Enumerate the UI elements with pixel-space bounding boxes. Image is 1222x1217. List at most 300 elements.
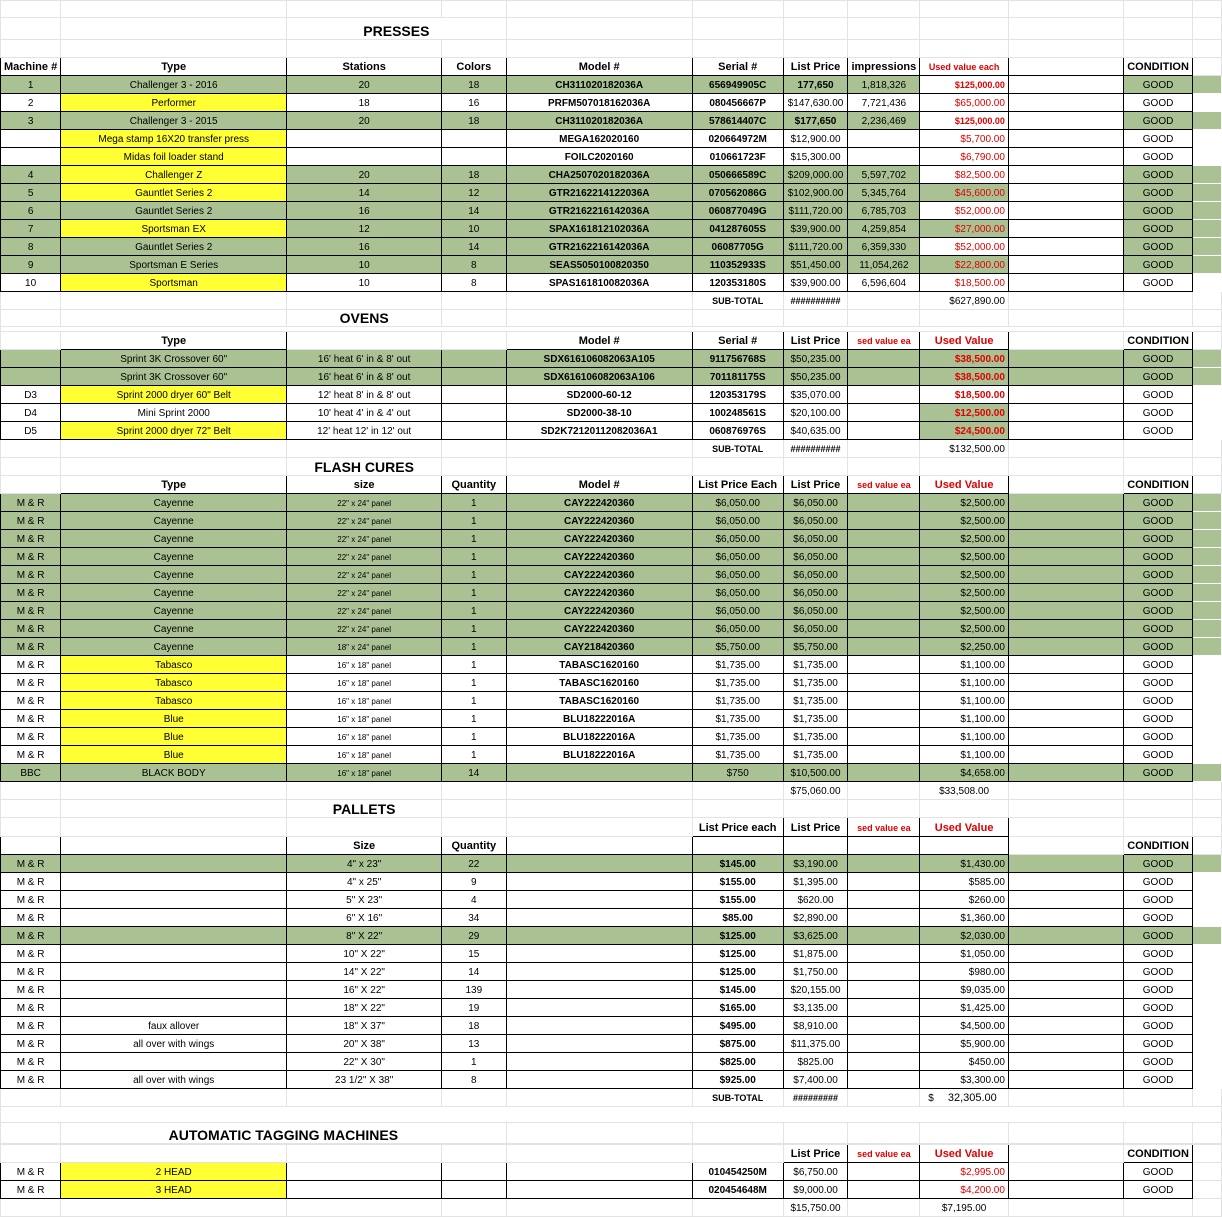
- used-value-cell[interactable]: $4,658.00: [920, 764, 1009, 782]
- quantity-cell[interactable]: 34: [442, 909, 506, 927]
- type-cell[interactable]: [61, 855, 287, 873]
- condition-cell[interactable]: GOOD: [1124, 584, 1193, 602]
- cell[interactable]: [442, 1, 506, 18]
- column-header-impressions[interactable]: impressions: [848, 58, 920, 76]
- section-title-ovens[interactable]: OVENS: [287, 310, 442, 327]
- used-value-cell[interactable]: $2,500.00: [920, 566, 1009, 584]
- used-value-cell[interactable]: $38,500.00: [920, 368, 1009, 386]
- blank-cell[interactable]: [506, 927, 692, 945]
- serial-cell[interactable]: 060877049G: [692, 202, 783, 220]
- section-title-presses[interactable]: PRESSES: [287, 18, 506, 40]
- cell[interactable]: [920, 18, 1009, 40]
- blank-cell[interactable]: [506, 1017, 692, 1035]
- blank-cell[interactable]: [1008, 710, 1123, 728]
- colors-cell[interactable]: 18: [442, 166, 506, 184]
- used-value-cell[interactable]: $1,100.00: [920, 746, 1009, 764]
- used-value-cell[interactable]: $2,500.00: [920, 512, 1009, 530]
- list-price-cell[interactable]: $5,750.00: [783, 638, 848, 656]
- cell[interactable]: [783, 18, 848, 40]
- list-price-cell[interactable]: $3,190.00: [783, 855, 848, 873]
- machine-number[interactable]: M & R: [1, 566, 61, 584]
- blank-cell[interactable]: [848, 386, 920, 404]
- list-price-cell[interactable]: $1,735.00: [783, 746, 848, 764]
- quantity-cell[interactable]: 19: [442, 999, 506, 1017]
- cell[interactable]: [783, 837, 848, 855]
- column-header-list-price[interactable]: List Price: [783, 476, 848, 494]
- serial-cell[interactable]: 050666589C: [692, 166, 783, 184]
- quantity-cell[interactable]: 1: [442, 638, 506, 656]
- blank-cell[interactable]: [1008, 422, 1123, 440]
- quantity-cell[interactable]: 9: [442, 873, 506, 891]
- column-header-used-value[interactable]: Used value each: [920, 58, 1009, 76]
- list-price-each-cell[interactable]: $1,735.00: [692, 710, 783, 728]
- list-price-cell[interactable]: $111,720.00: [783, 238, 848, 256]
- condition-cell[interactable]: GOOD: [1124, 728, 1193, 746]
- blank-cell[interactable]: [848, 999, 920, 1017]
- list-price-cell[interactable]: $3,625.00: [783, 927, 848, 945]
- list-price-each-cell[interactable]: $85.00: [692, 909, 783, 927]
- blank-cell[interactable]: [1008, 1017, 1123, 1035]
- condition-cell[interactable]: GOOD: [1124, 1071, 1193, 1089]
- model-cell[interactable]: BLU18222016A: [506, 710, 692, 728]
- serial-cell[interactable]: 911756768S: [692, 350, 783, 368]
- column-header-size[interactable]: Size: [287, 837, 442, 855]
- column-header-type[interactable]: Type: [61, 476, 287, 494]
- list-price-cell[interactable]: $620.00: [783, 891, 848, 909]
- serial-cell[interactable]: 020664972M: [692, 130, 783, 148]
- size-cell[interactable]: 4" x 25": [287, 873, 442, 891]
- cell[interactable]: [287, 1199, 442, 1217]
- cell[interactable]: [506, 1089, 692, 1107]
- cell[interactable]: [1008, 40, 1123, 58]
- cell[interactable]: [692, 458, 783, 476]
- type-cell[interactable]: Blue: [61, 710, 287, 728]
- machine-number[interactable]: M & R: [1, 1163, 61, 1181]
- model-cell[interactable]: SDX616106082063A106: [506, 368, 692, 386]
- type-cell[interactable]: [61, 909, 287, 927]
- cell[interactable]: [1, 440, 61, 458]
- list-price-cell[interactable]: $35,070.00: [783, 386, 848, 404]
- blank-cell[interactable]: [848, 1053, 920, 1071]
- cell[interactable]: [442, 1163, 506, 1181]
- column-header-used-value[interactable]: Used Value: [920, 818, 1009, 837]
- colors-cell[interactable]: 18: [442, 112, 506, 130]
- used-value-cell[interactable]: $24,500.00: [920, 422, 1009, 440]
- condition-cell[interactable]: GOOD: [1124, 422, 1193, 440]
- column-header-list-price-each[interactable]: List Price Each: [692, 476, 783, 494]
- machine-number[interactable]: M & R: [1, 638, 61, 656]
- used-value-cell[interactable]: $1,430.00: [920, 855, 1009, 873]
- cell[interactable]: [442, 440, 506, 458]
- column-header-condition[interactable]: CONDITION: [1124, 837, 1193, 855]
- list-price-each-cell[interactable]: $825.00: [692, 1053, 783, 1071]
- type-cell[interactable]: Mega stamp 16X20 transfer press: [61, 130, 287, 148]
- stations-cell[interactable]: 18: [287, 94, 442, 112]
- model-cell[interactable]: TABASC1620160: [506, 674, 692, 692]
- cell[interactable]: [1124, 440, 1193, 458]
- model-cell[interactable]: SPAS161810082036A: [506, 274, 692, 292]
- cell[interactable]: [848, 1181, 920, 1199]
- type-cell[interactable]: Performer: [61, 94, 287, 112]
- used-value-cell[interactable]: $4,500.00: [920, 1017, 1009, 1035]
- blank-cell[interactable]: [1008, 728, 1123, 746]
- cell[interactable]: [783, 1, 848, 18]
- list-price-each-cell[interactable]: $6,050.00: [692, 530, 783, 548]
- used-value-cell[interactable]: $5,900.00: [920, 1035, 1009, 1053]
- blank-cell[interactable]: [1008, 764, 1123, 782]
- blank-cell[interactable]: [848, 692, 920, 710]
- blank-cell[interactable]: [442, 386, 506, 404]
- blank-cell[interactable]: [848, 548, 920, 566]
- cell[interactable]: [287, 40, 442, 58]
- quantity-cell[interactable]: 13: [442, 1035, 506, 1053]
- column-header-model[interactable]: Model #: [506, 476, 692, 494]
- cell[interactable]: [1, 837, 61, 855]
- size-cell[interactable]: 23 1/2" X 38": [287, 1071, 442, 1089]
- condition-cell[interactable]: GOOD: [1124, 963, 1193, 981]
- cell[interactable]: [1008, 332, 1123, 350]
- type-cell[interactable]: Gauntlet Series 2: [61, 238, 287, 256]
- blank-cell[interactable]: [1008, 945, 1123, 963]
- blank-cell[interactable]: [1008, 256, 1123, 274]
- model-cell[interactable]: SD2K72120112082036A1: [506, 422, 692, 440]
- heat-cell[interactable]: 10' heat 4' in & 4' out: [287, 404, 442, 422]
- type-cell[interactable]: [61, 873, 287, 891]
- list-price-each-cell[interactable]: $145.00: [692, 981, 783, 999]
- cell[interactable]: [1124, 1, 1193, 18]
- used-value-cell[interactable]: $27,000.00: [920, 220, 1009, 238]
- cell[interactable]: [287, 1181, 442, 1199]
- blank-cell[interactable]: [1008, 494, 1123, 512]
- subtotal-list[interactable]: ##########: [783, 440, 848, 458]
- blank-cell[interactable]: [1008, 566, 1123, 584]
- cell[interactable]: [920, 837, 1009, 855]
- condition-cell[interactable]: GOOD: [1124, 238, 1193, 256]
- column-header-type[interactable]: Type: [61, 332, 287, 350]
- impressions-cell[interactable]: 6,359,330: [848, 238, 920, 256]
- list-price-cell[interactable]: $102,900.00: [783, 184, 848, 202]
- size-cell[interactable]: 16" x 18" panel: [287, 728, 442, 746]
- condition-cell[interactable]: GOOD: [1124, 548, 1193, 566]
- blank-cell[interactable]: [1008, 94, 1123, 112]
- model-cell[interactable]: PRFM507018162036A: [506, 94, 692, 112]
- used-value-cell[interactable]: $2,500.00: [920, 584, 1009, 602]
- used-value-cell[interactable]: $1,100.00: [920, 674, 1009, 692]
- section-title-pallets[interactable]: PALLETS: [287, 800, 442, 818]
- type-cell[interactable]: Midas foil loader stand: [61, 148, 287, 166]
- condition-cell[interactable]: GOOD: [1124, 530, 1193, 548]
- cell[interactable]: [1192, 1163, 1221, 1181]
- cell[interactable]: [1008, 837, 1123, 855]
- cell[interactable]: [287, 1145, 442, 1163]
- blank-cell[interactable]: [1008, 548, 1123, 566]
- list-price-cell[interactable]: $7,400.00: [783, 1071, 848, 1089]
- list-price-each-cell[interactable]: $6,050.00: [692, 620, 783, 638]
- subtotal-used-cell[interactable]: [920, 1089, 1009, 1107]
- blank-cell[interactable]: [848, 1071, 920, 1089]
- machine-number[interactable]: M & R: [1, 945, 61, 963]
- cell[interactable]: [1, 1123, 61, 1144]
- blank-cell[interactable]: [1008, 963, 1123, 981]
- blank-cell[interactable]: [848, 584, 920, 602]
- cell[interactable]: [442, 1089, 506, 1107]
- blank-cell[interactable]: [848, 656, 920, 674]
- blank-cell[interactable]: [1008, 148, 1123, 166]
- cell[interactable]: [848, 1123, 920, 1144]
- type-cell[interactable]: Tabasco: [61, 656, 287, 674]
- type-cell[interactable]: [61, 981, 287, 999]
- blank-cell[interactable]: [1008, 638, 1123, 656]
- impressions-cell[interactable]: 6,596,604: [848, 274, 920, 292]
- blank-cell[interactable]: [848, 764, 920, 782]
- cell[interactable]: [692, 1123, 783, 1144]
- list-price-each-cell[interactable]: $6,050.00: [692, 566, 783, 584]
- cell[interactable]: [1124, 1199, 1193, 1217]
- cell[interactable]: [848, 1, 920, 18]
- quantity-cell[interactable]: 1: [442, 1053, 506, 1071]
- serial-cell[interactable]: 020454648M: [692, 1181, 783, 1199]
- used-value-cell[interactable]: $585.00: [920, 873, 1009, 891]
- list-price-cell[interactable]: $39,900.00: [783, 274, 848, 292]
- cell[interactable]: [442, 782, 506, 800]
- used-value-cell[interactable]: $45,600.00: [920, 184, 1009, 202]
- cell[interactable]: [1, 18, 61, 40]
- model-cell[interactable]: CH311020182036A: [506, 112, 692, 130]
- used-value-cell[interactable]: $18,500.00: [920, 274, 1009, 292]
- machine-number[interactable]: M & R: [1, 674, 61, 692]
- cell[interactable]: [442, 800, 506, 818]
- cell[interactable]: [848, 310, 920, 327]
- machine-number[interactable]: 8: [1, 238, 61, 256]
- cell[interactable]: [692, 1, 783, 18]
- section-title-tagging[interactable]: AUTOMATIC TAGGING MACHINES: [61, 1123, 506, 1144]
- used-value-cell[interactable]: $1,425.00: [920, 999, 1009, 1017]
- type-cell[interactable]: Tabasco: [61, 692, 287, 710]
- cell[interactable]: [848, 1199, 920, 1217]
- type-cell[interactable]: Blue: [61, 728, 287, 746]
- machine-number[interactable]: M & R: [1, 927, 61, 945]
- model-cell[interactable]: TABASC1620160: [506, 692, 692, 710]
- model-cell[interactable]: SD2000-38-10: [506, 404, 692, 422]
- quantity-cell[interactable]: 1: [442, 710, 506, 728]
- type-cell[interactable]: Cayenne: [61, 566, 287, 584]
- cell[interactable]: [1124, 1089, 1193, 1107]
- cell[interactable]: [506, 782, 692, 800]
- blank-cell[interactable]: [848, 512, 920, 530]
- serial-cell[interactable]: 656949905C: [692, 76, 783, 94]
- cell[interactable]: [1008, 782, 1123, 800]
- blank-cell[interactable]: [1008, 404, 1123, 422]
- size-cell[interactable]: 8" X 22": [287, 927, 442, 945]
- cell[interactable]: [1008, 800, 1123, 818]
- cell[interactable]: [1008, 1089, 1123, 1107]
- subtotal-list[interactable]: ##########: [783, 292, 848, 310]
- condition-cell[interactable]: GOOD: [1124, 76, 1193, 94]
- list-price-each-cell[interactable]: $750: [692, 764, 783, 782]
- subtotal-label[interactable]: SUB-TOTAL: [692, 292, 783, 310]
- condition-cell[interactable]: GOOD: [1124, 130, 1193, 148]
- column-header-used-each[interactable]: sed value ea: [848, 332, 920, 350]
- used-value-cell[interactable]: $5,700.00: [920, 130, 1009, 148]
- blank-cell[interactable]: [848, 494, 920, 512]
- blank-cell[interactable]: [1008, 202, 1123, 220]
- cell[interactable]: [506, 440, 692, 458]
- blank-cell[interactable]: [848, 891, 920, 909]
- cell[interactable]: [848, 800, 920, 818]
- condition-cell[interactable]: GOOD: [1124, 855, 1193, 873]
- cell[interactable]: [506, 800, 692, 818]
- quantity-cell[interactable]: 1: [442, 512, 506, 530]
- machine-number[interactable]: M & R: [1, 981, 61, 999]
- serial-cell[interactable]: 578614407C: [692, 112, 783, 130]
- model-cell[interactable]: SD2000-60-12: [506, 386, 692, 404]
- serial-cell[interactable]: 120353179S: [692, 386, 783, 404]
- serial-cell[interactable]: 080456667P: [692, 94, 783, 112]
- list-price-cell[interactable]: $12,900.00: [783, 130, 848, 148]
- colors-cell[interactable]: [442, 148, 506, 166]
- type-cell[interactable]: 3 HEAD: [61, 1181, 287, 1199]
- list-price-each-cell[interactable]: $1,735.00: [692, 728, 783, 746]
- cell[interactable]: [848, 440, 920, 458]
- cell[interactable]: [287, 332, 442, 350]
- blank-cell[interactable]: [1008, 620, 1123, 638]
- cell[interactable]: [1, 1145, 61, 1163]
- blank-cell[interactable]: [1008, 130, 1123, 148]
- type-cell[interactable]: Mini Sprint 2000: [61, 404, 287, 422]
- type-cell[interactable]: Cayenne: [61, 512, 287, 530]
- condition-cell[interactable]: GOOD: [1124, 368, 1193, 386]
- machine-number[interactable]: M & R: [1, 710, 61, 728]
- column-header-colors[interactable]: Colors: [442, 58, 506, 76]
- quantity-cell[interactable]: 1: [442, 620, 506, 638]
- cell[interactable]: [920, 800, 1009, 818]
- list-price-each-cell[interactable]: $125.00: [692, 927, 783, 945]
- quantity-cell[interactable]: 1: [442, 692, 506, 710]
- machine-number[interactable]: M & R: [1, 1071, 61, 1089]
- condition-cell[interactable]: GOOD: [1124, 184, 1193, 202]
- list-price-each-cell[interactable]: $6,050.00: [692, 512, 783, 530]
- type-cell[interactable]: [61, 963, 287, 981]
- heat-cell[interactable]: 12' heat 8' in & 8' out: [287, 386, 442, 404]
- list-price-cell[interactable]: $1,750.00: [783, 963, 848, 981]
- cell[interactable]: [506, 1145, 692, 1163]
- cell[interactable]: [287, 1, 442, 18]
- impressions-cell[interactable]: 7,721,436: [848, 94, 920, 112]
- machine-number[interactable]: 9: [1, 256, 61, 274]
- column-header-used-each[interactable]: sed value ea: [848, 818, 920, 837]
- blank-cell[interactable]: [848, 368, 920, 386]
- column-header-model[interactable]: Model #: [506, 58, 692, 76]
- type-cell[interactable]: BLACK BODY: [61, 764, 287, 782]
- blank-cell[interactable]: [1008, 981, 1123, 999]
- condition-cell[interactable]: GOOD: [1124, 148, 1193, 166]
- model-cell[interactable]: BLU18222016A: [506, 728, 692, 746]
- blank-cell[interactable]: [442, 368, 506, 386]
- blank-cell[interactable]: [506, 981, 692, 999]
- cell[interactable]: [1, 1107, 1222, 1123]
- cell[interactable]: [848, 292, 920, 310]
- colors-cell[interactable]: 12: [442, 184, 506, 202]
- cell[interactable]: [783, 40, 848, 58]
- blank-cell[interactable]: [1008, 999, 1123, 1017]
- cell[interactable]: [442, 458, 506, 476]
- blank-cell[interactable]: [506, 1035, 692, 1053]
- column-header-list-price-each[interactable]: List Price each: [692, 818, 783, 837]
- cell[interactable]: [1, 292, 61, 310]
- used-value-cell[interactable]: $260.00: [920, 891, 1009, 909]
- heat-cell[interactable]: 16' heat 6' in & 8' out: [287, 350, 442, 368]
- condition-cell[interactable]: GOOD: [1124, 674, 1193, 692]
- total-list[interactable]: $15,750.00: [783, 1199, 848, 1217]
- list-price-cell[interactable]: $20,100.00: [783, 404, 848, 422]
- type-cell[interactable]: all over with wings: [61, 1035, 287, 1053]
- cell[interactable]: [61, 440, 287, 458]
- machine-number[interactable]: M & R: [1, 1181, 61, 1199]
- machine-number[interactable]: M & R: [1, 584, 61, 602]
- type-cell[interactable]: Sprint 3K Crossover 60": [61, 350, 287, 368]
- cell[interactable]: [61, 800, 287, 818]
- impressions-cell[interactable]: 6,785,703: [848, 202, 920, 220]
- serial-cell[interactable]: 010661723F: [692, 148, 783, 166]
- quantity-cell[interactable]: 29: [442, 927, 506, 945]
- cell[interactable]: [506, 18, 692, 40]
- quantity-cell[interactable]: 1: [442, 746, 506, 764]
- cell[interactable]: [1008, 818, 1123, 837]
- column-header-used-value[interactable]: Used Value: [920, 1145, 1009, 1163]
- list-price-cell[interactable]: 177,650: [783, 76, 848, 94]
- colors-cell[interactable]: 14: [442, 238, 506, 256]
- impressions-cell[interactable]: 5,597,702: [848, 166, 920, 184]
- size-cell[interactable]: 14" X 22": [287, 963, 442, 981]
- type-cell[interactable]: [61, 891, 287, 909]
- blank-cell[interactable]: [506, 909, 692, 927]
- blank-cell[interactable]: [848, 909, 920, 927]
- column-header-used-each[interactable]: sed value ea: [848, 476, 920, 494]
- type-cell[interactable]: Cayenne: [61, 602, 287, 620]
- heat-cell[interactable]: 12' heat 12' in 12' out: [287, 422, 442, 440]
- serial-cell[interactable]: 701181175S: [692, 368, 783, 386]
- size-cell[interactable]: 16" x 18" panel: [287, 710, 442, 728]
- list-price-cell[interactable]: $3,135.00: [783, 999, 848, 1017]
- used-value-cell[interactable]: $2,250.00: [920, 638, 1009, 656]
- cell[interactable]: [442, 818, 506, 837]
- blank-cell[interactable]: [442, 422, 506, 440]
- type-cell[interactable]: Sportsman EX: [61, 220, 287, 238]
- list-price-cell[interactable]: $1,735.00: [783, 674, 848, 692]
- cell[interactable]: [442, 1199, 506, 1217]
- condition-cell[interactable]: GOOD: [1124, 256, 1193, 274]
- used-value-cell[interactable]: $1,100.00: [920, 728, 1009, 746]
- used-value-cell[interactable]: $52,000.00: [920, 202, 1009, 220]
- machine-number[interactable]: M & R: [1, 494, 61, 512]
- used-value-cell[interactable]: $65,000.00: [920, 94, 1009, 112]
- cell[interactable]: [1124, 818, 1193, 837]
- size-cell[interactable]: 4" x 23": [287, 855, 442, 873]
- blank-cell[interactable]: [848, 1035, 920, 1053]
- cell[interactable]: [920, 458, 1009, 476]
- model-cell[interactable]: GTR2162214122036A: [506, 184, 692, 202]
- cell[interactable]: [506, 458, 692, 476]
- cell[interactable]: [1124, 800, 1193, 818]
- list-price-cell[interactable]: $1,395.00: [783, 873, 848, 891]
- type-cell[interactable]: Sprint 2000 dryer 72" Belt: [61, 422, 287, 440]
- size-cell[interactable]: 22" x 24" panel: [287, 512, 442, 530]
- machine-number[interactable]: M & R: [1, 620, 61, 638]
- cell[interactable]: [506, 1181, 692, 1199]
- size-cell[interactable]: 22" x 24" panel: [287, 494, 442, 512]
- size-cell[interactable]: 5" X 23": [287, 891, 442, 909]
- size-cell[interactable]: 22" x 24" panel: [287, 548, 442, 566]
